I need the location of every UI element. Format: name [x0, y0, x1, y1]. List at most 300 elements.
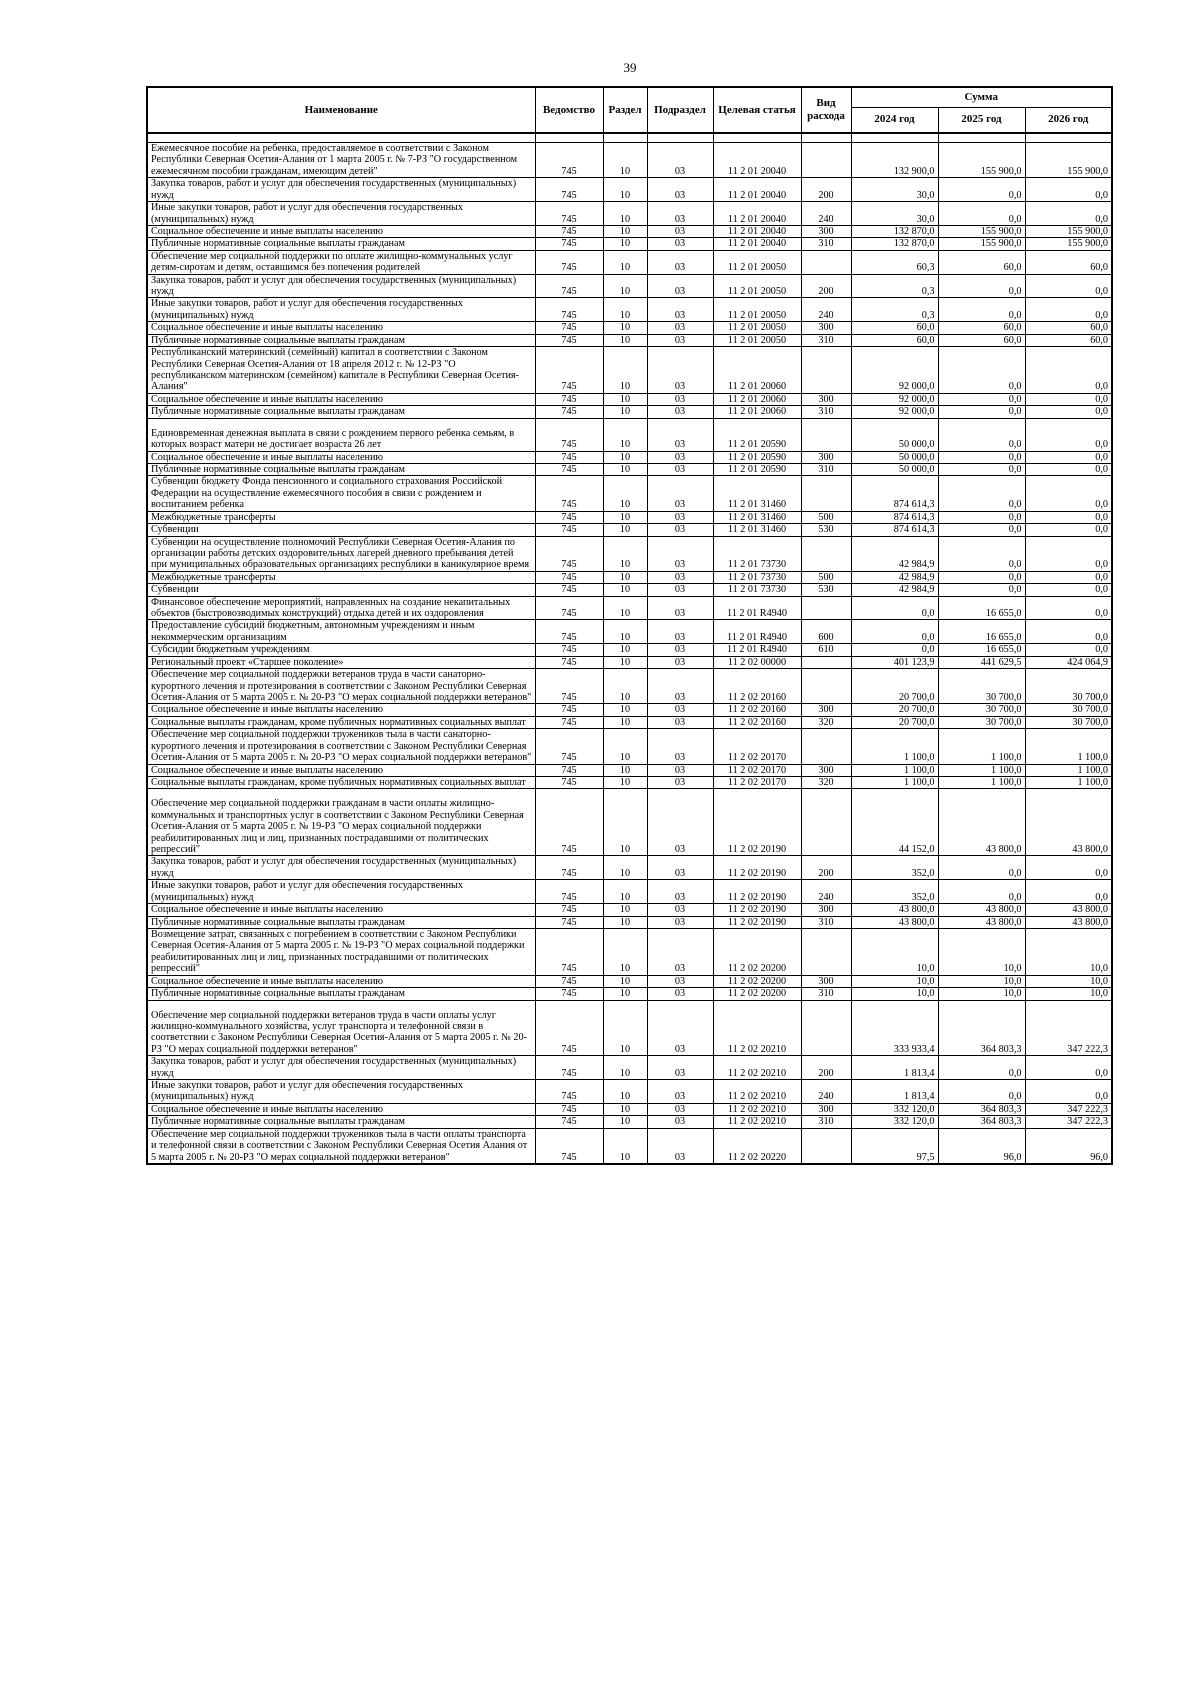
- row-section: 10: [603, 1128, 647, 1164]
- table-row: [147, 202, 1112, 226]
- row-amount-2024: 20 700,0: [851, 704, 938, 716]
- table-row: [147, 916, 1112, 928]
- row-target: 11 2 01 20590: [713, 463, 801, 475]
- row-amount-2024: 0,0: [851, 620, 938, 644]
- row-expense-type: [801, 536, 851, 571]
- table-row: [147, 524, 1112, 536]
- row-amount-2025: 155 900,0: [938, 143, 1025, 178]
- row-amount-2025: 10,0: [938, 929, 1025, 976]
- row-amount-2026: 43 800,0: [1025, 904, 1112, 916]
- row-amount-2025: 10,0: [938, 975, 1025, 987]
- row-amount-2025: 364 803,3: [938, 1116, 1025, 1128]
- page-number: 39: [623, 60, 637, 75]
- row-amount-2024: 50 000,0: [851, 451, 938, 463]
- row-amount-2024: 43 800,0: [851, 916, 938, 928]
- row-section: 10: [603, 178, 647, 202]
- row-section: 10: [603, 1080, 647, 1104]
- row-target: 11 2 01 20060: [713, 393, 801, 405]
- table-row: [147, 669, 1112, 704]
- header-expense-type: Вид расхода: [801, 87, 851, 133]
- row-amount-2024: 20 700,0: [851, 716, 938, 728]
- row-name: Обеспечение мер социальной поддержки тружеников тыла в части санаторно-курортного лечения и протезирования в соответствии с Законом Республики Северная Осетия-Алания от 5 марта 2005 г. № 20-РЗ "О мерах социальной поддержки ветеранов": [147, 729, 535, 764]
- row-amount-2025: 0,0: [938, 571, 1025, 583]
- row-expense-type: 600: [801, 620, 851, 644]
- table-row: [147, 571, 1112, 583]
- row-name: Межбюджетные трансферты: [147, 511, 535, 523]
- row-section: 10: [603, 406, 647, 418]
- row-subsection: 03: [647, 776, 713, 788]
- row-amount-2024: 10,0: [851, 975, 938, 987]
- row-target: 11 2 01 R4940: [713, 644, 801, 656]
- row-amount-2025: 43 800,0: [938, 789, 1025, 856]
- row-amount-2026: 155 900,0: [1025, 238, 1112, 250]
- row-amount-2026: 1 100,0: [1025, 776, 1112, 788]
- row-target: 11 2 02 20200: [713, 975, 801, 987]
- row-amount-2024: 0,0: [851, 596, 938, 620]
- row-amount-2024: 352,0: [851, 880, 938, 904]
- row-department: 745: [535, 536, 603, 571]
- header-target: Целевая статья: [713, 87, 801, 133]
- row-expense-type: 300: [801, 904, 851, 916]
- row-amount-2026: 30 700,0: [1025, 704, 1112, 716]
- row-amount-2026: 0,0: [1025, 347, 1112, 394]
- row-amount-2026: 0,0: [1025, 584, 1112, 596]
- row-target: 11 2 01 20040: [713, 225, 801, 237]
- table-row: [147, 1128, 1112, 1164]
- row-subsection: 03: [647, 250, 713, 274]
- row-department: 745: [535, 904, 603, 916]
- row-department: 745: [535, 669, 603, 704]
- table-row: [147, 418, 1112, 451]
- row-subsection: 03: [647, 393, 713, 405]
- row-section: 10: [603, 476, 647, 511]
- table-row: [147, 406, 1112, 418]
- row-amount-2026: 0,0: [1025, 596, 1112, 620]
- row-department: 745: [535, 1080, 603, 1104]
- row-amount-2026: 1 100,0: [1025, 764, 1112, 776]
- row-subsection: 03: [647, 916, 713, 928]
- row-amount-2025: 0,0: [938, 463, 1025, 475]
- row-target: 11 2 01 73730: [713, 536, 801, 571]
- row-target: 11 2 02 20210: [713, 1116, 801, 1128]
- row-target: 11 2 01 31460: [713, 511, 801, 523]
- row-amount-2024: 0,3: [851, 298, 938, 322]
- row-section: 10: [603, 1103, 647, 1115]
- row-target: 11 2 01 20590: [713, 418, 801, 451]
- row-name: Публичные нормативные социальные выплаты гражданам: [147, 988, 535, 1000]
- row-amount-2024: 0,0: [851, 644, 938, 656]
- row-subsection: 03: [647, 704, 713, 716]
- row-amount-2024: 30,0: [851, 202, 938, 226]
- row-target: 11 2 01 20050: [713, 322, 801, 334]
- row-target: 11 2 01 20040: [713, 238, 801, 250]
- row-subsection: 03: [647, 1128, 713, 1164]
- row-amount-2026: 43 800,0: [1025, 789, 1112, 856]
- row-target: 11 2 02 00000: [713, 656, 801, 668]
- row-subsection: 03: [647, 178, 713, 202]
- row-section: 10: [603, 789, 647, 856]
- row-subsection: 03: [647, 929, 713, 976]
- row-department: 745: [535, 1056, 603, 1080]
- row-section: 10: [603, 704, 647, 716]
- row-section: 10: [603, 644, 647, 656]
- row-section: 10: [603, 463, 647, 475]
- row-subsection: 03: [647, 298, 713, 322]
- table-row: [147, 880, 1112, 904]
- table-row: [147, 596, 1112, 620]
- row-name: Обеспечение мер социальной поддержки по оплате жилищно-коммунальных услуг детям-сиротам и детям, оставшимся без попечения родителей: [147, 250, 535, 274]
- row-target: 11 2 02 20220: [713, 1128, 801, 1164]
- row-expense-type: 310: [801, 406, 851, 418]
- row-expense-type: 300: [801, 393, 851, 405]
- row-subsection: 03: [647, 511, 713, 523]
- row-amount-2026: 0,0: [1025, 1056, 1112, 1080]
- row-section: 10: [603, 511, 647, 523]
- table-row: [147, 1056, 1112, 1080]
- table-row: [147, 644, 1112, 656]
- row-amount-2026: 155 900,0: [1025, 225, 1112, 237]
- row-section: 10: [603, 904, 647, 916]
- row-department: 745: [535, 764, 603, 776]
- row-name: Единовременная денежная выплата в связи с рождением первого ребенка семьям, в которых возраст матери не достигает возраста 26 лет: [147, 418, 535, 451]
- row-expense-type: 300: [801, 322, 851, 334]
- row-section: 10: [603, 620, 647, 644]
- row-amount-2024: 92 000,0: [851, 393, 938, 405]
- row-target: 11 2 02 20190: [713, 916, 801, 928]
- row-expense-type: [801, 789, 851, 856]
- row-amount-2025: 0,0: [938, 451, 1025, 463]
- row-name: Иные закупки товаров, работ и услуг для обеспечения государственных (муниципальных) нужд: [147, 298, 535, 322]
- row-amount-2026: 0,0: [1025, 571, 1112, 583]
- row-name: Обеспечение мер социальной поддержки ветеранов труда в части санаторно-курортного лечения и протезирования в соответствии с Законом Республики Северная Осетия-Алания от 5 марта 2005 г. № 20-РЗ "О мерах социальной поддержки ветеранов": [147, 669, 535, 704]
- row-subsection: 03: [647, 880, 713, 904]
- row-subsection: 03: [647, 451, 713, 463]
- row-subsection: 03: [647, 202, 713, 226]
- row-amount-2025: 43 800,0: [938, 904, 1025, 916]
- row-amount-2026: 0,0: [1025, 463, 1112, 475]
- row-amount-2024: 60,0: [851, 334, 938, 346]
- row-name: Субвенции: [147, 584, 535, 596]
- row-amount-2024: 132 870,0: [851, 225, 938, 237]
- row-amount-2025: 0,0: [938, 856, 1025, 880]
- row-expense-type: 300: [801, 1103, 851, 1115]
- row-target: 11 2 01 73730: [713, 571, 801, 583]
- row-subsection: 03: [647, 1103, 713, 1115]
- row-section: 10: [603, 929, 647, 976]
- row-subsection: 03: [647, 856, 713, 880]
- row-department: 745: [535, 716, 603, 728]
- row-target: 11 2 02 20170: [713, 729, 801, 764]
- table-row: [147, 393, 1112, 405]
- row-amount-2026: 0,0: [1025, 536, 1112, 571]
- row-subsection: 03: [647, 729, 713, 764]
- row-name: Республиканский материнский (семейный) капитал в соответствии с Законом Республики Северная Осетия-Алания от 18 апреля 2012 г. № 12-РЗ "О республиканском материнском (семейном) капитале в Республики Северная Осетия-Алания": [147, 347, 535, 394]
- row-target: 11 2 02 20210: [713, 1103, 801, 1115]
- row-subsection: 03: [647, 1116, 713, 1128]
- row-expense-type: 310: [801, 334, 851, 346]
- row-amount-2025: 0,0: [938, 406, 1025, 418]
- table-row: [147, 274, 1112, 298]
- row-name: Социальное обеспечение и иные выплаты населению: [147, 1103, 535, 1115]
- row-target: 11 2 01 31460: [713, 476, 801, 511]
- row-section: 10: [603, 322, 647, 334]
- row-section: 10: [603, 729, 647, 764]
- row-expense-type: 200: [801, 856, 851, 880]
- row-section: 10: [603, 776, 647, 788]
- row-subsection: 03: [647, 764, 713, 776]
- row-department: 745: [535, 916, 603, 928]
- row-target: 11 2 02 20160: [713, 704, 801, 716]
- row-department: 745: [535, 143, 603, 178]
- table-row: [147, 975, 1112, 987]
- row-subsection: 03: [647, 669, 713, 704]
- header-department: Ведомство: [535, 87, 603, 133]
- row-expense-type: [801, 143, 851, 178]
- table-row: [147, 1116, 1112, 1128]
- row-subsection: 03: [647, 418, 713, 451]
- row-expense-type: 300: [801, 764, 851, 776]
- row-expense-type: 200: [801, 1056, 851, 1080]
- row-target: 11 2 01 20050: [713, 250, 801, 274]
- row-name: Социальные выплаты гражданам, кроме публичных нормативных социальных выплат: [147, 716, 535, 728]
- row-expense-type: 320: [801, 776, 851, 788]
- row-amount-2026: 10,0: [1025, 988, 1112, 1000]
- row-section: 10: [603, 274, 647, 298]
- row-name: Социальное обеспечение и иные выплаты населению: [147, 975, 535, 987]
- row-amount-2024: 1 813,4: [851, 1080, 938, 1104]
- row-amount-2025: 0,0: [938, 393, 1025, 405]
- row-name: Субвенции: [147, 524, 535, 536]
- row-amount-2024: 30,0: [851, 178, 938, 202]
- row-amount-2024: 10,0: [851, 929, 938, 976]
- row-department: 745: [535, 988, 603, 1000]
- row-expense-type: 300: [801, 451, 851, 463]
- row-amount-2026: 0,0: [1025, 511, 1112, 523]
- row-subsection: 03: [647, 975, 713, 987]
- row-section: 10: [603, 1116, 647, 1128]
- row-section: 10: [603, 225, 647, 237]
- row-section: 10: [603, 571, 647, 583]
- row-amount-2024: 42 984,9: [851, 536, 938, 571]
- row-amount-2026: 0,0: [1025, 880, 1112, 904]
- row-target: 11 2 01 20040: [713, 178, 801, 202]
- row-department: 745: [535, 451, 603, 463]
- row-name: Социальное обеспечение и иные выплаты населению: [147, 904, 535, 916]
- row-amount-2025: 0,0: [938, 347, 1025, 394]
- row-amount-2026: 0,0: [1025, 524, 1112, 536]
- row-name: Социальное обеспечение и иные выплаты населению: [147, 451, 535, 463]
- row-subsection: 03: [647, 524, 713, 536]
- row-department: 745: [535, 238, 603, 250]
- row-amount-2026: 60,0: [1025, 334, 1112, 346]
- row-amount-2025: 0,0: [938, 476, 1025, 511]
- row-target: 11 2 01 20040: [713, 143, 801, 178]
- row-name: Закупка товаров, работ и услуг для обеспечения государственных (муниципальных) нужд: [147, 856, 535, 880]
- row-expense-type: [801, 418, 851, 451]
- row-expense-type: 530: [801, 524, 851, 536]
- row-amount-2024: 333 933,4: [851, 1000, 938, 1056]
- row-target: 11 2 02 20200: [713, 929, 801, 976]
- row-department: 745: [535, 250, 603, 274]
- row-amount-2024: 874 614,3: [851, 524, 938, 536]
- row-expense-type: 500: [801, 571, 851, 583]
- row-amount-2025: 364 803,3: [938, 1000, 1025, 1056]
- row-target: 11 2 01 20060: [713, 347, 801, 394]
- row-amount-2025: 0,0: [938, 524, 1025, 536]
- row-amount-2026: 0,0: [1025, 178, 1112, 202]
- row-amount-2026: 60,0: [1025, 322, 1112, 334]
- row-amount-2026: 60,0: [1025, 250, 1112, 274]
- row-amount-2025: 0,0: [938, 511, 1025, 523]
- row-name: Финансовое обеспечение мероприятий, направленных на создание некапитальных объектов (быстровозводимых конструкций) отдыха детей и их оздоровления: [147, 596, 535, 620]
- row-subsection: 03: [647, 620, 713, 644]
- row-section: 10: [603, 656, 647, 668]
- row-subsection: 03: [647, 1080, 713, 1104]
- table-row: [147, 225, 1112, 237]
- row-amount-2024: 332 120,0: [851, 1116, 938, 1128]
- row-amount-2025: 0,0: [938, 274, 1025, 298]
- row-amount-2025: 60,0: [938, 322, 1025, 334]
- row-section: 10: [603, 298, 647, 322]
- row-department: 745: [535, 511, 603, 523]
- row-section: 10: [603, 880, 647, 904]
- row-department: 745: [535, 1000, 603, 1056]
- row-target: 11 2 01 20060: [713, 406, 801, 418]
- table-header: [147, 87, 1112, 133]
- table-row: [147, 789, 1112, 856]
- row-name: Обеспечение мер социальной поддержки ветеранов труда в части оплаты услуг жилищно-коммунального хозяйства, услуг транспорта и телефонной связи в соответствии с Законом Республики Северная Осетия-Алания от 5 марта 2005 г. № 20-РЗ "О мерах социальной поддержки ветеранов": [147, 1000, 535, 1056]
- row-amount-2026: 0,0: [1025, 418, 1112, 451]
- row-name: Межбюджетные трансферты: [147, 571, 535, 583]
- row-section: 10: [603, 596, 647, 620]
- row-department: 745: [535, 856, 603, 880]
- row-amount-2026: 10,0: [1025, 929, 1112, 976]
- row-amount-2025: 0,0: [938, 584, 1025, 596]
- row-subsection: 03: [647, 238, 713, 250]
- row-department: 745: [535, 975, 603, 987]
- row-amount-2025: 0,0: [938, 536, 1025, 571]
- table-row: [147, 536, 1112, 571]
- row-target: 11 2 01 20050: [713, 334, 801, 346]
- header-name: Наименование: [147, 87, 535, 133]
- row-amount-2025: 10,0: [938, 988, 1025, 1000]
- row-amount-2024: 97,5: [851, 1128, 938, 1164]
- row-amount-2026: 0,0: [1025, 620, 1112, 644]
- row-amount-2026: 43 800,0: [1025, 916, 1112, 928]
- row-amount-2025: 0,0: [938, 1056, 1025, 1080]
- row-subsection: 03: [647, 1056, 713, 1080]
- row-target: 11 2 02 20200: [713, 988, 801, 1000]
- row-name: Социальное обеспечение и иные выплаты населению: [147, 764, 535, 776]
- row-expense-type: 300: [801, 704, 851, 716]
- row-expense-type: [801, 669, 851, 704]
- row-department: 745: [535, 178, 603, 202]
- row-department: 745: [535, 274, 603, 298]
- row-expense-type: [801, 250, 851, 274]
- row-department: 745: [535, 929, 603, 976]
- row-target: 11 2 01 20050: [713, 274, 801, 298]
- table-row: [147, 476, 1112, 511]
- row-department: 745: [535, 571, 603, 583]
- row-amount-2026: 30 700,0: [1025, 669, 1112, 704]
- row-name: Социальное обеспечение и иные выплаты населению: [147, 704, 535, 716]
- row-department: 745: [535, 704, 603, 716]
- row-amount-2026: 0,0: [1025, 298, 1112, 322]
- row-department: 745: [535, 202, 603, 226]
- table-row: [147, 704, 1112, 716]
- row-section: 10: [603, 716, 647, 728]
- row-department: 745: [535, 644, 603, 656]
- row-subsection: 03: [647, 463, 713, 475]
- row-subsection: 03: [647, 406, 713, 418]
- row-department: 745: [535, 524, 603, 536]
- row-section: 10: [603, 347, 647, 394]
- row-target: 11 2 02 20160: [713, 669, 801, 704]
- row-section: 10: [603, 1000, 647, 1056]
- row-name: Закупка товаров, работ и услуг для обеспечения государственных (муниципальных) нужд: [147, 274, 535, 298]
- row-department: 745: [535, 476, 603, 511]
- row-expense-type: 240: [801, 202, 851, 226]
- row-subsection: 03: [647, 274, 713, 298]
- row-amount-2025: 43 800,0: [938, 916, 1025, 928]
- row-target: 11 2 01 20050: [713, 298, 801, 322]
- row-amount-2024: 44 152,0: [851, 789, 938, 856]
- row-subsection: 03: [647, 347, 713, 394]
- row-expense-type: [801, 1000, 851, 1056]
- row-name: Публичные нормативные социальные выплаты гражданам: [147, 1116, 535, 1128]
- row-amount-2025: 96,0: [938, 1128, 1025, 1164]
- row-amount-2024: 60,3: [851, 250, 938, 274]
- row-amount-2024: 874 614,3: [851, 511, 938, 523]
- row-amount-2025: 60,0: [938, 250, 1025, 274]
- row-expense-type: 200: [801, 274, 851, 298]
- row-subsection: 03: [647, 334, 713, 346]
- row-name: Региональный проект «Старшее поколение»: [147, 656, 535, 668]
- row-section: 10: [603, 975, 647, 987]
- row-amount-2026: 0,0: [1025, 406, 1112, 418]
- row-subsection: 03: [647, 584, 713, 596]
- table-row: [147, 178, 1112, 202]
- table-row: [147, 1103, 1112, 1115]
- row-amount-2026: 0,0: [1025, 1080, 1112, 1104]
- row-amount-2025: 0,0: [938, 202, 1025, 226]
- row-name: Публичные нормативные социальные выплаты гражданам: [147, 463, 535, 475]
- row-target: 11 2 02 20210: [713, 1080, 801, 1104]
- row-subsection: 03: [647, 656, 713, 668]
- row-amount-2026: 0,0: [1025, 644, 1112, 656]
- row-department: 745: [535, 656, 603, 668]
- row-name: Публичные нормативные социальные выплаты гражданам: [147, 334, 535, 346]
- row-name: Иные закупки товаров, работ и услуг для обеспечения государственных (муниципальных) нужд: [147, 1080, 535, 1104]
- row-name: Обеспечение мер социальной поддержки тружеников тыла в части оплаты транспорта и телефонной связи в соответствии с Законом Республики Северная Осетия Алания от 5 марта 2005 г. № 20-РЗ "О мерах социальной поддержки ветеранов": [147, 1128, 535, 1164]
- row-target: 11 2 02 20170: [713, 776, 801, 788]
- table-row: [147, 347, 1112, 394]
- row-target: 11 2 02 20170: [713, 764, 801, 776]
- row-amount-2025: 1 100,0: [938, 776, 1025, 788]
- row-amount-2024: 132 870,0: [851, 238, 938, 250]
- row-name: Иные закупки товаров, работ и услуг для обеспечения государственных (муниципальных) нужд: [147, 202, 535, 226]
- row-subsection: 03: [647, 536, 713, 571]
- row-section: 10: [603, 250, 647, 274]
- row-department: 745: [535, 347, 603, 394]
- row-name: Публичные нормативные социальные выплаты гражданам: [147, 916, 535, 928]
- header-section: Раздел: [603, 87, 647, 133]
- row-amount-2024: 1 100,0: [851, 729, 938, 764]
- row-target: 11 2 02 20160: [713, 716, 801, 728]
- table-row: [147, 988, 1112, 1000]
- row-amount-2026: 347 222,3: [1025, 1103, 1112, 1115]
- row-target: 11 2 01 20040: [713, 202, 801, 226]
